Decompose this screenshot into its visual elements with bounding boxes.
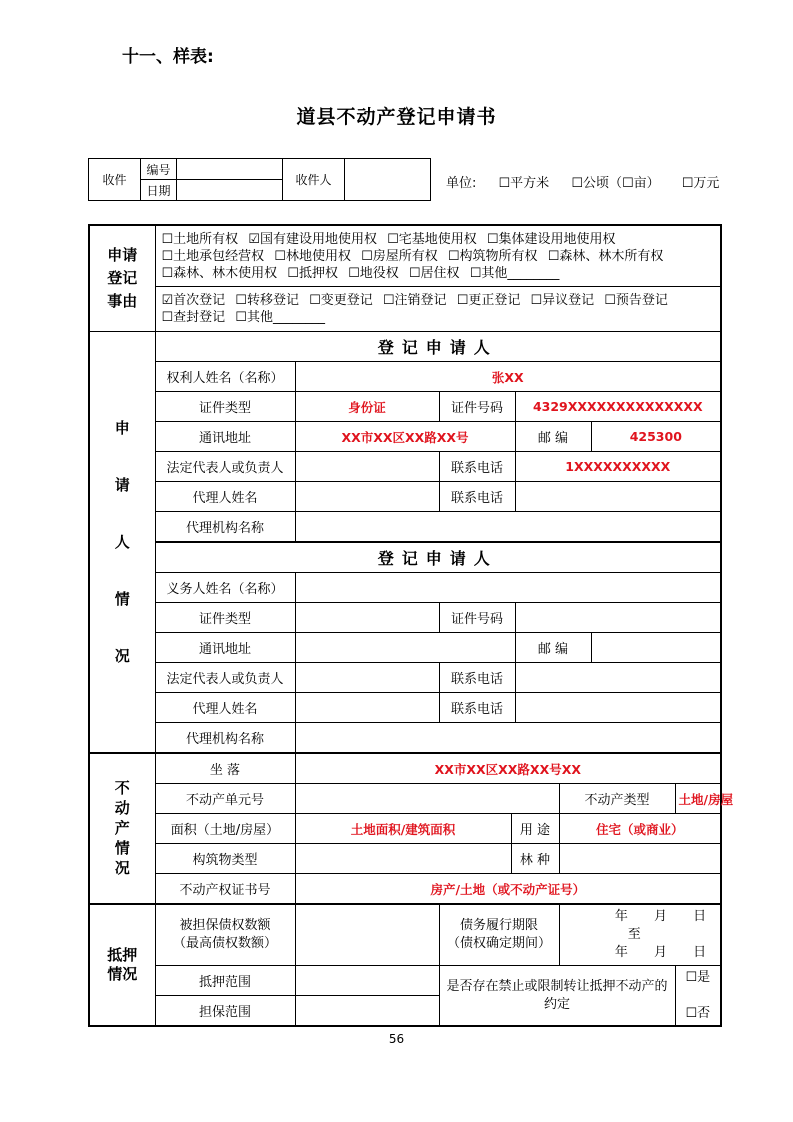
- obligor-agent-phone-label: 联系电话: [439, 693, 515, 723]
- obligor-phone-field[interactable]: [515, 663, 721, 693]
- mortgage-scope-label: 抵押范围: [155, 966, 295, 996]
- secured-amount-field[interactable]: [295, 904, 439, 966]
- unit-number-label: 不动产单元号: [155, 784, 295, 814]
- restriction-no[interactable]: ☐否: [685, 1005, 711, 1021]
- agency-label: 代理机构名称: [155, 512, 295, 543]
- debt-period-label: 债务履行期限 （债权确定期间）: [439, 904, 559, 966]
- matter-side-label: 申请 登记 事由: [89, 225, 155, 332]
- secured-amount-label: 被担保债权数额 （最高债权数额）: [155, 904, 295, 966]
- obligor-postcode-label: 邮 编: [515, 633, 591, 663]
- option-structure-ownership[interactable]: ☐构筑物所有权: [447, 248, 538, 264]
- agent-phone-label: 联系电话: [439, 482, 515, 512]
- option-advance-notice[interactable]: ☐预告登记: [604, 293, 668, 308]
- obligor-address-field[interactable]: [295, 633, 515, 663]
- receipt-number-field[interactable]: [177, 159, 283, 180]
- receipt-table: [88, 158, 431, 201]
- obligor-agent-phone-field[interactable]: [515, 693, 721, 723]
- property-type-value[interactable]: 土地/房屋: [675, 784, 721, 814]
- certificate-label: 不动产权证书号: [155, 874, 295, 905]
- obligor-postcode-field[interactable]: [591, 633, 721, 663]
- phone-label: 联系电话: [439, 452, 515, 482]
- guarantee-scope-label: 担保范围: [155, 996, 295, 1027]
- obligor-header: 登记申请人: [155, 542, 721, 573]
- obligor-id-type-label: 证件类型: [155, 603, 295, 633]
- receipt-date-label: 日期: [141, 180, 177, 201]
- structure-type-field[interactable]: [295, 844, 511, 874]
- restriction-options: [675, 966, 721, 1027]
- option-homestead-use[interactable]: ☐宅基地使用权: [387, 231, 477, 247]
- legal-rep-label: 法定代表人或负责人: [155, 452, 295, 482]
- obligor-id-number-field[interactable]: [515, 603, 721, 633]
- obligor-field[interactable]: [295, 573, 721, 603]
- obligor-address-label: 通讯地址: [155, 633, 295, 663]
- area-label: 面积（土地/房屋）: [155, 814, 295, 844]
- agent-field[interactable]: [295, 482, 439, 512]
- rights-options: [155, 225, 721, 287]
- property-side-label: 不 动 产 情 况: [89, 753, 155, 904]
- address-label: 通讯地址: [155, 422, 295, 452]
- option-land-ownership[interactable]: ☐土地所有权: [161, 231, 239, 247]
- unit-option-sqm[interactable]: ☐平方米: [498, 176, 550, 191]
- receipt-date-field[interactable]: [177, 180, 283, 201]
- legal-rep-field[interactable]: [295, 452, 439, 482]
- mortgage-side-label: 抵押 情况: [89, 904, 155, 1026]
- receiver-label: 收件人: [283, 159, 345, 201]
- section-heading: 十一、样表:: [122, 47, 214, 67]
- obligor-id-type-field[interactable]: [295, 603, 439, 633]
- obligor-agency-field[interactable]: [295, 723, 721, 754]
- location-value[interactable]: XX市XX区XX路XX号XX: [295, 753, 721, 784]
- obligor-legal-rep-field[interactable]: [295, 663, 439, 693]
- receiver-field[interactable]: [345, 159, 431, 201]
- postcode-label: 邮 编: [515, 422, 591, 452]
- option-land-contract[interactable]: ☐土地承包经营权: [161, 248, 265, 264]
- option-cancellation[interactable]: ☐注销登记: [382, 293, 447, 308]
- obligor-id-number-label: 证件号码: [439, 603, 515, 633]
- mortgage-scope-field[interactable]: [295, 966, 439, 996]
- id-type-value[interactable]: 身份证: [295, 392, 439, 422]
- application-form: [88, 224, 734, 1027]
- agent-label: 代理人姓名: [155, 482, 295, 512]
- option-house-ownership[interactable]: ☐房屋所有权: [361, 248, 438, 264]
- id-number-value[interactable]: 4329XXXXXXXXXXXXXX: [515, 392, 721, 422]
- phone-value[interactable]: 1XXXXXXXXXX: [515, 452, 721, 482]
- option-change[interactable]: ☐变更登记: [309, 293, 373, 308]
- option-other-right[interactable]: ☐其他________: [469, 265, 560, 281]
- unit-option-wanyuan[interactable]: ☐万元: [681, 176, 720, 191]
- address-value[interactable]: XX市XX区XX路XX号: [295, 422, 515, 452]
- option-forest-land-use[interactable]: ☐林地使用权: [274, 248, 351, 264]
- option-collective-land-use[interactable]: ☐集体建设用地使用权: [486, 231, 616, 247]
- id-number-label: 证件号码: [439, 392, 515, 422]
- property-type-label: 不动产类型: [559, 784, 675, 814]
- structure-type-label: 构筑物类型: [155, 844, 295, 874]
- forest-type-label: 林 种: [511, 844, 559, 874]
- page-number: 56: [388, 1032, 405, 1046]
- option-state-land-use[interactable]: ☑国有建设用地使用权: [248, 231, 377, 247]
- option-forest-ownership[interactable]: ☐森林、林木所有权: [547, 248, 664, 264]
- right-holder-value[interactable]: 张XX: [295, 362, 721, 392]
- use-label: 用 途: [511, 814, 559, 844]
- option-mortgage[interactable]: ☐抵押权: [287, 265, 338, 281]
- option-first-registration[interactable]: ☑首次登记: [161, 293, 226, 308]
- restriction-question: 是否存在禁止或限制转让抵押不动产的约定: [439, 966, 675, 1027]
- certificate-value[interactable]: 房产/土地（或不动产证号）: [295, 874, 721, 905]
- id-type-label: 证件类型: [155, 392, 295, 422]
- postcode-value[interactable]: 425300: [591, 422, 721, 452]
- obligor-legal-rep-label: 法定代表人或负责人: [155, 663, 295, 693]
- obligor-label: 义务人姓名（名称）: [155, 573, 295, 603]
- option-easement[interactable]: ☐地役权: [348, 265, 399, 281]
- receipt-label: 收件: [89, 159, 141, 201]
- unit-label: 单位:: [446, 176, 477, 191]
- applicant-header: 登记申请人: [155, 332, 721, 362]
- applicant-side-label: 申 请 人 情 况: [89, 332, 155, 754]
- option-other-type[interactable]: ☐其他________: [235, 310, 325, 325]
- option-correction[interactable]: ☐更正登记: [456, 293, 521, 308]
- agency-field[interactable]: [295, 512, 721, 543]
- registration-type-options: [155, 287, 721, 332]
- unit-number-field[interactable]: [295, 784, 559, 814]
- option-residence[interactable]: ☐居住权: [408, 265, 460, 281]
- option-seizure[interactable]: ☐查封登记: [161, 310, 226, 325]
- restriction-yes[interactable]: ☐是: [685, 969, 711, 985]
- receipt-number-label: 编号: [141, 159, 177, 180]
- use-value[interactable]: 住宅（或商业）: [559, 814, 721, 844]
- agent-phone-field[interactable]: [515, 482, 721, 512]
- forest-type-field[interactable]: [559, 844, 721, 874]
- location-label: 坐 落: [155, 753, 295, 784]
- obligor-agency-label: 代理机构名称: [155, 723, 295, 754]
- obligor-agent-label: 代理人姓名: [155, 693, 295, 723]
- right-holder-label: 权利人姓名（名称）: [155, 362, 295, 392]
- option-transfer[interactable]: ☐转移登记: [235, 293, 299, 308]
- area-value[interactable]: 土地面积/建筑面积: [295, 814, 511, 844]
- unit-option-hectare[interactable]: ☐公顷（☐亩）: [571, 176, 660, 191]
- option-objection[interactable]: ☐异议登记: [530, 293, 595, 308]
- option-forest-use[interactable]: ☐森林、林木使用权: [161, 265, 278, 281]
- obligor-agent-field[interactable]: [295, 693, 439, 723]
- debt-period-dates[interactable]: 年 月 日 至 年 月 日: [559, 904, 721, 966]
- unit-selector: [446, 172, 737, 191]
- obligor-phone-label: 联系电话: [439, 663, 515, 693]
- document-title: 道县不动产登记申请书: [296, 106, 497, 128]
- guarantee-scope-field[interactable]: [295, 996, 439, 1027]
